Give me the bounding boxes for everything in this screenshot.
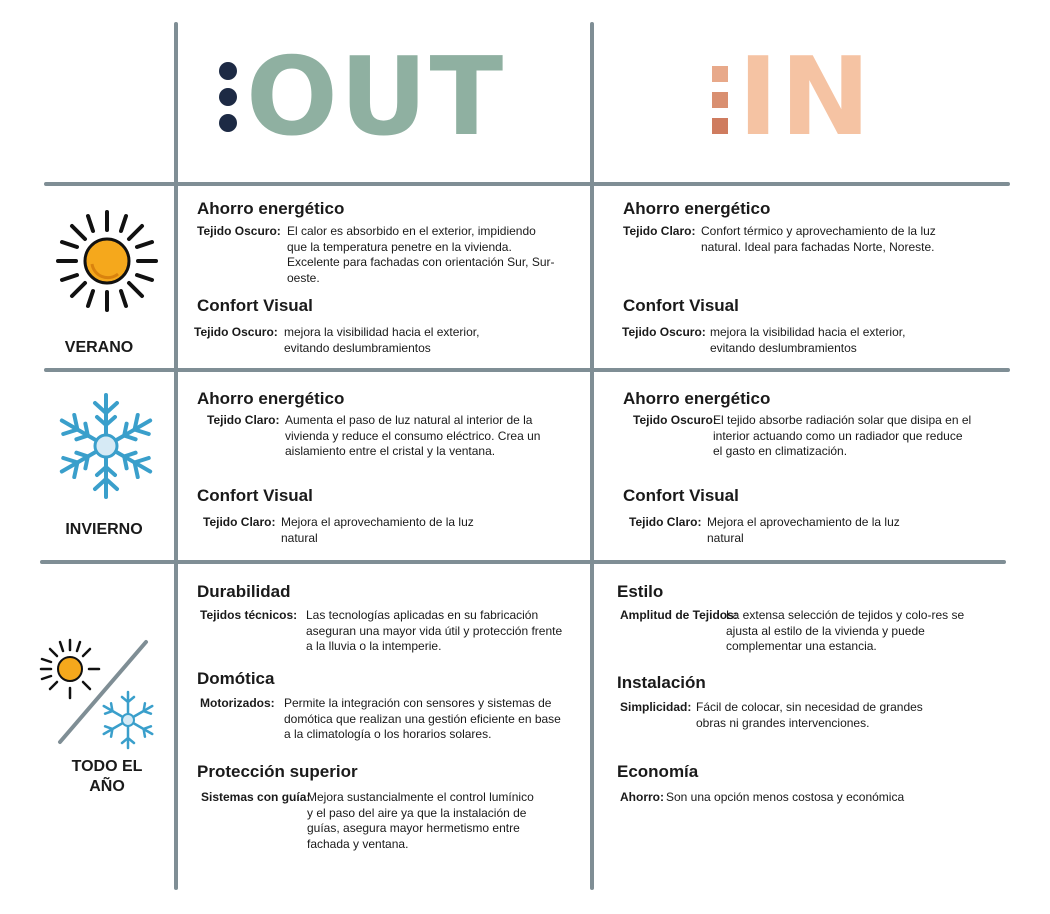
summer-in-entry-energy [623, 224, 993, 258]
entry-text: mejora la visibilidad hacia el exterior, evitando deslumbramientos [710, 325, 906, 355]
in-square-3 [712, 118, 728, 134]
entry-label: Tejido Oscuro: [194, 325, 278, 339]
winter-out-heading-visual: Confort Visual [197, 486, 313, 505]
grid-line-winter [40, 560, 1006, 564]
snowflake-icon [51, 391, 161, 501]
year-in-heading-style: Estilo [617, 582, 664, 601]
in-square-1 [712, 66, 728, 82]
year-in-heading-economy: Economía [617, 762, 699, 781]
entry-text: Fácil de colocar, sin necesidad de grandes obras ni grandes intervenciones. [696, 700, 923, 730]
winter-in-heading-visual: Confort Visual [623, 486, 739, 505]
year-out-entry-durability [200, 608, 580, 656]
entry-text: Mejora el aprovechamiento de la luz natural [707, 515, 900, 545]
entry-text: El calor es absorbido en el exterior, impidiendo que la temperatura penetre en la vivienda. Excelente para fachadas con orientación Sur, Sur-oeste. [287, 224, 555, 285]
entry-label: Sistemas con guía: [201, 790, 311, 804]
entry-text: Permite la integración con sensores y sistemas de domótica que realizan una gestión eficiente en base a la climatología o los horarios solares. [284, 696, 561, 741]
entry-label: Tejido Claro: [623, 224, 696, 238]
summer-out-entry-visual [194, 325, 564, 359]
year-in-entry-economy [620, 790, 1000, 808]
grid-line-summer [44, 368, 1010, 372]
entry-label: Tejido Oscuro: [197, 224, 281, 238]
entry-text: Son una opción menos costosa y económica [666, 790, 905, 804]
entry-label: Amplitud de Tejidos: [620, 608, 738, 622]
entry-text: Las tecnologías aplicadas en su fabricación aseguran una mayor vida útil y protección frente a la lluvia o la intemperie. [306, 608, 563, 653]
sun-icon [52, 206, 162, 316]
entry-text: Mejora el aprovechamiento de la luz natural [281, 515, 474, 545]
entry-label: Tejido Oscuro: [633, 413, 717, 427]
grid-line-left-vertical [174, 22, 178, 890]
entry-text: Aumenta el paso de luz natural al interior de la vivienda y reduce el consumo eléctrico. Crea un aislamiento entre el cristal y la ventana. [285, 413, 541, 458]
grid-line-header [44, 182, 1010, 186]
year-in-heading-installation: Instalación [617, 673, 706, 692]
winter-out-heading-energy: Ahorro energético [197, 389, 345, 408]
winter-out-entry-energy [207, 413, 577, 477]
winter-out-entry-visual [203, 515, 573, 549]
entry-label: Tejido Claro: [629, 515, 702, 529]
out-dot-3 [219, 114, 237, 132]
summer-in-heading-energy: Ahorro energético [623, 199, 771, 218]
season-label-year-line1: TODO EL [71, 758, 143, 775]
year-out-heading-domotics: Domótica [197, 669, 275, 688]
summer-in-entry-visual [622, 325, 992, 359]
entry-text: Mejora sustancialmente el control lumínico y el paso del aire ya que la instalación de guías, asegura mayor hermetismo entre fachada y ventana. [307, 790, 534, 851]
winter-in-entry-energy [633, 413, 1003, 461]
sun-snowflake-icon [36, 636, 166, 756]
winter-in-heading-energy: Ahorro energético [623, 389, 771, 408]
entry-label: Tejido Claro: [207, 413, 280, 427]
season-label-winter: INVIERNO [65, 521, 143, 538]
entry-label: Ahorro: [620, 790, 664, 804]
winter-in-entry-visual [629, 515, 999, 549]
entry-label: Tejidos técnicos: [200, 608, 298, 622]
summer-out-heading-energy: Ahorro energético [197, 199, 345, 218]
entry-text: La extensa selección de tejidos y colo-res se ajusta al estilo de la vivienda y puede complementar una estancia. [726, 608, 965, 653]
entry-label: Tejido Oscuro: [622, 325, 706, 339]
in-square-2 [712, 92, 728, 108]
entry-label: Motorizados: [200, 696, 275, 710]
out-dot-1 [219, 62, 237, 80]
season-label-summer: VERANO [64, 339, 134, 356]
year-out-entry-protection [201, 790, 581, 854]
in-title: IN [738, 35, 873, 160]
out-title: OUT [246, 35, 506, 160]
entry-label: Simplicidad: [620, 700, 692, 714]
year-out-heading-protection: Protección superior [197, 762, 358, 781]
year-in-entry-installation [620, 700, 1000, 734]
summer-out-entry-energy [197, 224, 567, 288]
grid-line-center-vertical [590, 22, 594, 890]
summer-out-heading-visual: Confort Visual [197, 296, 313, 315]
entry-text: El tejido absorbe radiación solar que disipa en el interior actuando como un radiador que reduce el gasto en climatización. [713, 413, 972, 458]
year-out-entry-domotics [200, 696, 580, 760]
year-in-entry-style [620, 608, 1000, 656]
entry-text: mejora la visibilidad hacia el exterior, evitando deslumbramientos [284, 325, 480, 355]
summer-in-heading-visual: Confort Visual [623, 296, 739, 315]
entry-label: Tejido Claro: [203, 515, 276, 529]
entry-text: Confort térmico y aprovechamiento de la luz natural. Ideal para fachadas Norte, Noreste. [701, 224, 936, 254]
year-out-heading-durability: Durabilidad [197, 582, 291, 601]
out-dot-2 [219, 88, 237, 106]
season-label-year-line2: AÑO [89, 778, 125, 795]
